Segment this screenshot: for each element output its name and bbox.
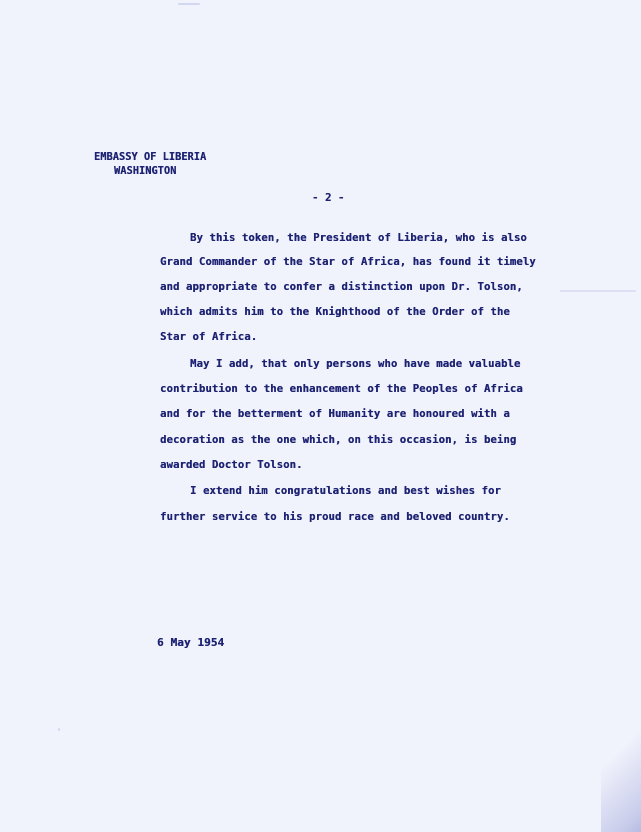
paragraph-2-line-4: decoration as the one which, on this occasion, is being (160, 434, 517, 446)
scan-mark-right (560, 290, 636, 292)
letterhead-line-2: WASHINGTON (114, 166, 177, 177)
paragraph-1-line-3: and appropriate to confer a distinction upon Dr. Tolson, (160, 281, 523, 293)
page-number: - 2 - (312, 192, 345, 204)
scan-dot (58, 728, 60, 731)
paragraph-1-line-1: By this token, the President of Liberia, who is also (190, 232, 527, 244)
scan-mark-top (178, 3, 200, 5)
paragraph-2-line-5: awarded Doctor Tolson. (160, 459, 303, 471)
paragraph-3-line-2: further service to his proud race and beloved country. (160, 511, 510, 523)
paragraph-1-line-2: Grand Commander of the Star of Africa, has found it timely (160, 256, 536, 268)
paragraph-2-line-3: and for the betterment of Humanity are honoured with a (160, 408, 510, 420)
letterhead (94, 151, 206, 179)
paragraph-1-line-4: which admits him to the Knighthood of the Order of the (160, 306, 510, 318)
paragraph-2-line-1: May I add, that only persons who have made valuable (190, 358, 521, 370)
paragraph-3-line-1: I extend him congratulations and best wishes for (190, 485, 501, 497)
letterhead-line-1: EMBASSY OF LIBERIA (94, 152, 207, 163)
paragraph-1-line-5: Star of Africa. (160, 331, 258, 343)
page-corner-shadow (601, 722, 641, 832)
letter-date: 6 May 1954 (157, 636, 225, 649)
paragraph-2-line-2: contribution to the enhancement of the Peoples of Africa (160, 383, 523, 395)
